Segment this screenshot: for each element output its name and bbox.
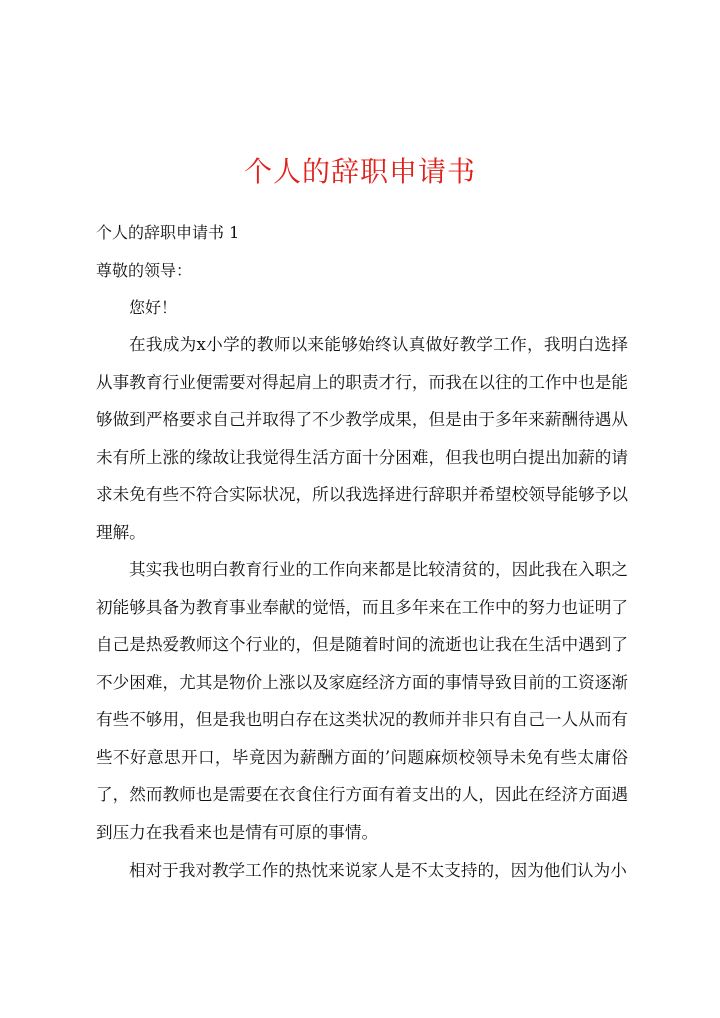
greeting: 您好！ [129, 298, 178, 317]
document-subtitle: 个人的辞职申请书 1 [96, 223, 240, 242]
paragraph-1: 在我成为x小学的教师以来能够始终认真做好教学工作，我明白选择从事教育行业便需要对得起肩上的职责才行，而我在以往的工作中也是能够做到严格要求自己并取得了不少教学成果，但是由于多年来薪酬待遇从未有所上涨的缘故让我觉得生活方面十分困难，但我也明白提出加薪的请求未免有些不符合实际状况，所以我选择进行辞职并希望校领导能够予以理解。 [96, 335, 628, 542]
document-title: 个人的辞职申请书 [243, 155, 476, 188]
salutation: 尊敬的领导： [96, 261, 193, 280]
paragraph-3: 相对于我对教学工作的热忱来说家人是不太支持的，因为他们认为小 [129, 861, 627, 880]
paragraph-2: 其实我也明白教育行业的工作向来都是比较清贫的，因此我在入职之初能够具备为教育事业奉献的觉悟，而且多年来在工作中的努力也证明了自己是热爱教师这个行业的，但是随着时间的流逝也让我在生活中遇到了不少困难，尤其是物价上涨以及家庭经济方面的事情导致目前的工资逐渐有些不够用，但是我也明白存在这类状况的教师并非只有自己一人从而有些不好意思开口，毕竟因为薪酬方面的’问题麻烦校领导未免有些太庸俗了，然而教师也是需要在衣食住行方面有着支出的人，因此在经济方面遇到压力在我看来也是情有可原的事情。 [96, 560, 628, 842]
